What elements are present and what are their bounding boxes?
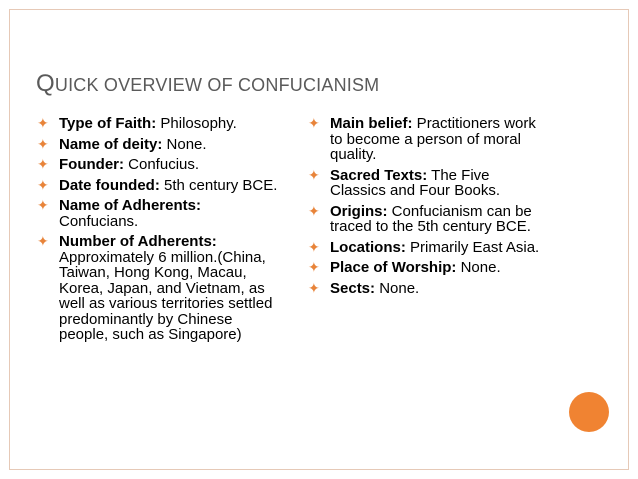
item-key: Date founded:	[59, 176, 160, 194]
decorative-circle-icon	[569, 392, 609, 432]
list-item	[308, 168, 548, 199]
item-key: Locations:	[330, 238, 406, 256]
list-item	[37, 178, 283, 194]
bullet-icon: ✦	[37, 233, 49, 249]
item-value: Confucianism can be traced to the 5th century BCE.	[330, 202, 532, 235]
item-value: None.	[456, 259, 501, 276]
title-initial: Q	[36, 70, 55, 97]
bullet-icon: ✦	[308, 166, 320, 183]
title-rest: UICK OVERVIEW OF CONFUCIANISM	[54, 75, 380, 95]
item-value: None.	[162, 135, 207, 153]
list-item	[37, 116, 283, 132]
item-value: Approximately 6 million.(China, Taiwan, Hong Kong, Macau, Korea, Japan, and Vietnam, as well as various territories settled predominantly by Chinese people, such as Singapore)	[59, 248, 273, 343]
bullet-icon: ✦	[308, 115, 320, 131]
bullet-icon: ✦	[37, 115, 49, 131]
item-key: Place of Worship:	[330, 259, 457, 276]
item-value: The Five Classics and Four Books.	[330, 166, 501, 199]
bullet-icon: ✦	[308, 279, 320, 296]
bullet-icon: ✦	[37, 156, 49, 172]
slide-title	[36, 62, 379, 99]
item-value: Primarily East Asia.	[405, 238, 540, 256]
list-item	[37, 198, 283, 229]
bullet-icon: ✦	[37, 135, 49, 152]
list-item	[37, 137, 283, 153]
left-bullet-list	[37, 116, 283, 348]
item-value: Philosophy.	[156, 115, 237, 132]
item-key: Number of Adherents:	[59, 233, 217, 250]
item-value: Confucius.	[124, 156, 200, 173]
list-item	[308, 240, 548, 256]
bullet-icon: ✦	[37, 197, 49, 213]
list-item	[37, 157, 283, 173]
item-key: Sects:	[330, 279, 376, 297]
list-item	[37, 234, 283, 343]
item-value: Confucians.	[59, 212, 139, 230]
bullet-icon: ✦	[308, 259, 320, 275]
item-key: Founder:	[59, 156, 124, 173]
list-item	[308, 281, 548, 297]
item-key: Type of Faith:	[59, 115, 157, 132]
bullet-icon: ✦	[308, 238, 320, 255]
item-value: 5th century BCE.	[159, 176, 278, 194]
item-value: None.	[375, 279, 420, 297]
bullet-icon: ✦	[308, 202, 320, 219]
item-key: Main belief:	[330, 115, 413, 132]
item-key: Sacred Texts:	[330, 166, 428, 184]
item-key: Name of deity:	[59, 135, 163, 153]
right-bullet-list	[308, 116, 548, 301]
list-item	[308, 204, 548, 235]
item-value: Practitioners work to become a person of moral quality.	[330, 115, 536, 163]
item-key: Origins:	[330, 202, 388, 220]
list-item	[308, 260, 548, 276]
list-item	[308, 116, 548, 163]
bullet-icon: ✦	[37, 176, 49, 193]
item-key: Name of Adherents:	[59, 197, 201, 214]
